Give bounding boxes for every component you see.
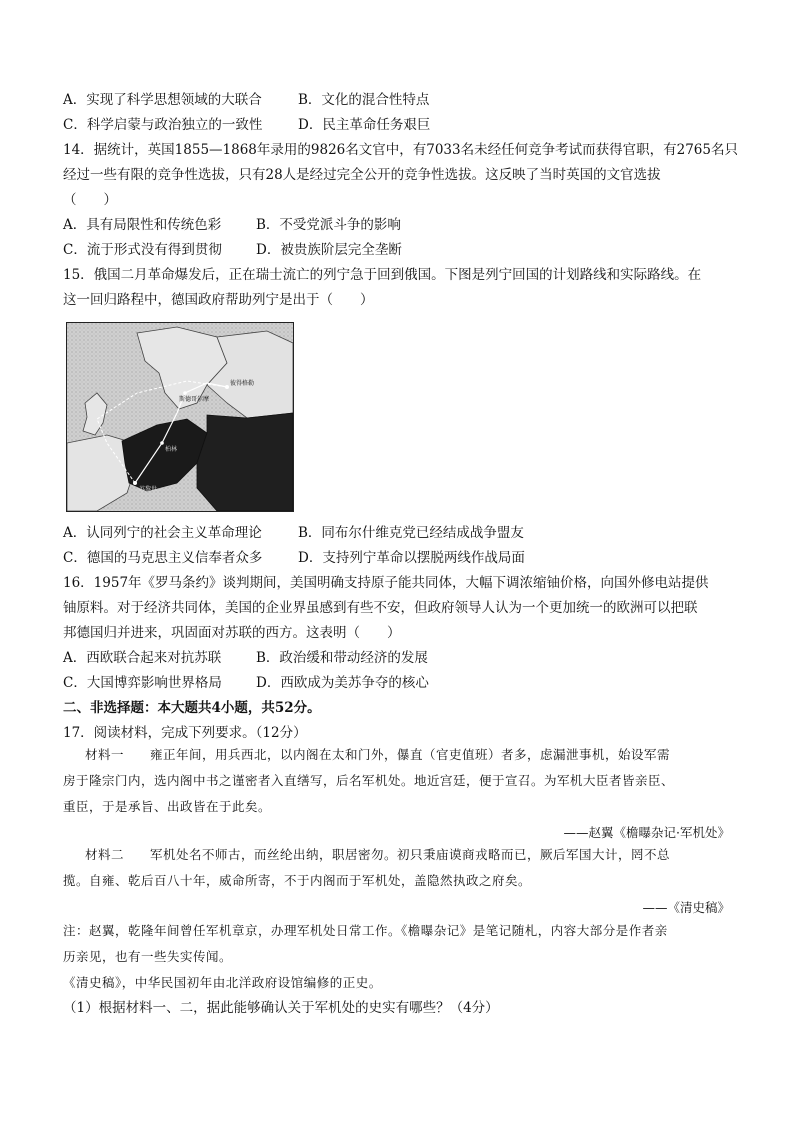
q15-option-d: D．支持列宁革命以摆脱两线作战局面	[298, 550, 525, 566]
q14-option-b: B．不受党派斗争的影响	[256, 217, 401, 233]
map-label-zurich: 苏黎世	[139, 486, 158, 493]
zurich-marker	[133, 481, 137, 485]
material-two-source: ——《清史稿》	[642, 900, 730, 915]
q13-option-c: C．科学启蒙与政治独立的一致性	[63, 117, 263, 133]
q16-option-b: B．政治缓和带动经济的发展	[256, 650, 428, 666]
q14-stem-line3: （ ）	[63, 192, 117, 208]
material-one-line3: 重臣，于是承旨、出政皆在于此矣。	[63, 799, 272, 814]
q14-option-a: A．具有局限性和传统色彩	[63, 217, 222, 233]
map-graphic	[67, 323, 293, 511]
material-one-source: ——赵翼《檐曝杂记·军机处》	[563, 825, 730, 840]
q16-option-c: C．大国博弈影响世界格局	[63, 675, 222, 691]
q15-option-b: B．同布尔什维克党已经结成战争盟友	[298, 525, 524, 541]
q17-stem: 17．阅读材料，完成下列要求。（12分）	[63, 725, 307, 741]
material-two-line1: 材料二 军机处名不师古，而丝纶出纳，职居密勿。初只秉庙谟商戎略而已，厥后军国大计，罔不总	[85, 847, 671, 862]
section-heading: 二、非选择题：本大题共4小题，共52分。	[63, 700, 321, 716]
q17-note	[63, 918, 733, 996]
petrograd-marker	[225, 385, 229, 389]
q15-option-a: A．认同列宁的社会主义革命理论	[63, 525, 262, 541]
material-two-line2: 揽。自雍、乾后百八十年，威命所寄，不于内阁而于军机处，盖隐然执政之府矣。	[63, 873, 532, 888]
map-label-stockholm: 斯德哥尔摩	[179, 396, 210, 403]
q13-option-d: D．民主革命任务艰巨	[298, 117, 431, 133]
lenin-route-map	[66, 322, 294, 512]
material-one-line1: 材料一 雍正年间，用兵西北，以内阁在太和门外，儤直（官吏值班）者多，虑漏泄事机，始设军需	[85, 747, 671, 762]
q16-option-d: D．西欧成为美苏争夺的核心	[256, 675, 429, 691]
q16-option-a: A．西欧联合起来对抗苏联	[63, 650, 222, 666]
q13-option-a: A．实现了科学思想领域的大联合	[63, 92, 262, 108]
material-one-line2: 房于隆宗门内，选内阁中书之谨密者入直缮写，后名军机处。地近宫廷，便于宣召。为军机大臣者皆亲臣、	[63, 773, 675, 788]
map-label-berlin: 柏林	[165, 446, 178, 453]
q14-option-c: C．流于形式没有得到贯彻	[63, 242, 222, 258]
q17-material-one	[63, 742, 733, 820]
berlin-marker	[160, 441, 164, 445]
stockholm-marker	[183, 391, 187, 395]
note-line1: 注：赵翼，乾隆年间曾任军机章京，办理军机处日常工作。《檐曝杂记》是笔记随札，内容大部分是作者亲	[63, 923, 668, 938]
q15-option-c: C．德国的马克思主义信奉者众多	[63, 550, 263, 566]
note-line2: 历亲见，也有一些失实传闻。	[63, 949, 233, 964]
q16-stem-line3: 邦德国归并进来，巩固面对苏联的西方。这表明（ ）	[63, 625, 401, 641]
q14-stem-line2: 经过一些有限的竞争性选拔，只有28人是经过完全公开的竞争性选拔。这反映了当时英国的文官选拔	[63, 167, 661, 183]
q17-material-two	[63, 842, 733, 894]
q17-subquestion-1: （1）根据材料一、二，据此能够确认关于军机处的史实有哪些？（4分）	[63, 1000, 499, 1016]
map-label-petrograd: 彼得格勒	[230, 380, 255, 387]
q14-option-d: D．被贵族阶层完全垄断	[256, 242, 402, 258]
q13-option-b: B．文化的混合性特点	[298, 92, 430, 108]
q14-stem-line1: 14．据统计，英国1855—1868年录用的9826名文官中，有7033名未经任何竞争考试而获得官职，有2765名只	[63, 142, 738, 158]
q15-stem-line2: 这一回归路程中，德国政府帮助列宁是出于（ ）	[63, 292, 374, 308]
q16-stem-line2: 铀原料。对于经济共同体，美国的企业界虽感到有些不安，但政府领导人认为一个更加统一的欧洲可以把联	[63, 600, 698, 616]
q15-stem-line1: 15．俄国二月革命爆发后，正在瑞士流亡的列宁急于回到俄国。下图是列宁回国的计划路线和实际路线。在	[63, 267, 702, 283]
russia-region	[197, 413, 293, 511]
q16-stem-line1: 16．1957年《罗马条约》谈判期间，美国明确支持原子能共同体，大幅下调浓缩铀价格，向国外修电站提供	[63, 575, 709, 591]
note-line3: 《清史稿》，中华民国初年由北洋政府设馆编修的正史。	[63, 975, 382, 990]
